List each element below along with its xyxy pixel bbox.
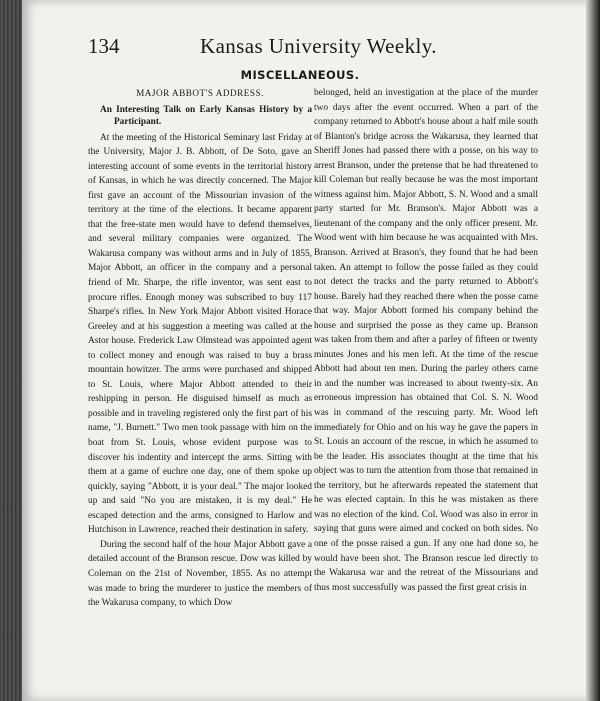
article-subtitle: An Interesting Talk on Early Kansas History by a Participant. [100,104,312,128]
article-paragraph: During the second half of the hour Major Abbott gave a detailed account of the Branson rescue. Dow was killed by Coleman on the 21st of November, 1855. As no attempt was made to bring the murderer to justice the members of the Wakarusa company, to which Dow [88,539,312,609]
article-paragraph: belonged, held an investigation at the place of the murder two days after the event occurred. When a part of the company returned to Abbott's house about a half mile south of Blanton's bridge across the Wakarusa, they learned that Sheriff Jones had passed there with a posse, on his way to arrest Branson, under the pretense that he had threatened to kill Coleman but really because he was the most important witness against him. Major Abbott, S. N. Wood and a small party started for Mr. Branson's. Major Abbott was a lieutenant of the company and the only officer present. Mr. Wood went with him because he was acquainted with Mrs. Branson. Arrived at Brason's, they found that he had been taken. An attempt to follow the posse failed as they could not detect the tracks and the party returned to Abbott's house. Barely had they reached there when the posse came that way. Major Abbott formed his company behind the house and surprised the posse as they came up. Branson was taken from them and after a parley of fifteen or twenty minutes Jones and his men left. At the time of the rescue Abbott had about ten men. During the parley others came in and the number was increased to about twenty-six. An erroneous impression has obtained that Col. S. N. Wood was in command of the rescuing party. Mr. Wood left immediately for Ohio and on his way he gave the papers in St. Louis an account of the rescue, in which he assumed to be the leader. His associates thought at the time that his object was to turn the attention from those that remained in the territory, but he afterwards repeated the statement that he was elected captain. In this he was mistaken as there was no election of the kind. Col. Wood was also in error in saying that guns were aimed and cocked on both sides. No one of the posse raised a gun. If any one had done so, he would have been shot. The Branson rescue led directly to the Wakarusa war and the retreat of the Missourians and thus most successfully was passed the first great crisis in [314,88,538,593]
article-paragraph: At the meeting of the Historical Seminary last Friday at the University, Major J. B. Abbott, of De Soto, gave an interesting account of some events in the territorial history of Kansas, in which he was directly concerned. The Major first gave an account of the Missourian invasion of the territory at the time of the elections. It became apparent that the free-state men would have to defend themselves, and several military companies were organized. The Wakarusa company was without arms and in July of 1855, Major Abbott, an officer in the company and a personal friend of Mr. Sharpe, the rifle inventor, was sent east to procure rifles. Enough money was subscribed to buy 117 Sharpe's rifles. In New York Major Abbott visited Horace Greeley and at his suggestion a meeting was called at the Astor house. Frederick Law Olmstead was appointed agent to collect money and enough was raised to buy a brass mountain howitzer. The arms were purchased and shipped to St. Louis, where Major Abbott attended to their reshipping in person. He disguised himself as much as possible and in traveling registered only the first part of his name, "J. Burnett." Two men took passage with him on the boat from St. Louis, whose evident purpose was to discover his indentity and intercept the arms. Sitting with them at a game of euchre one day, one of them spoke up quickly, saying "Abbott, it is your deal." The major looked up and said "No you are mistaken, it is my deal." He escaped detection and the arms, consigned to Harlow and Hutchison in Lawrence, reached their destination in safety. [88,132,312,536]
page-header [88,34,548,64]
journal-title: Kansas University Weekly. [200,34,437,58]
article-column-left [88,86,312,611]
article-column-right [314,86,538,595]
page-edge-shadow [586,0,600,701]
section-title: MISCELLANEOUS. [240,68,360,82]
page-number: 134 [88,34,120,58]
book-binding [0,0,22,701]
article-title: MAJOR ABBOT'S ADDRESS. [136,88,264,98]
